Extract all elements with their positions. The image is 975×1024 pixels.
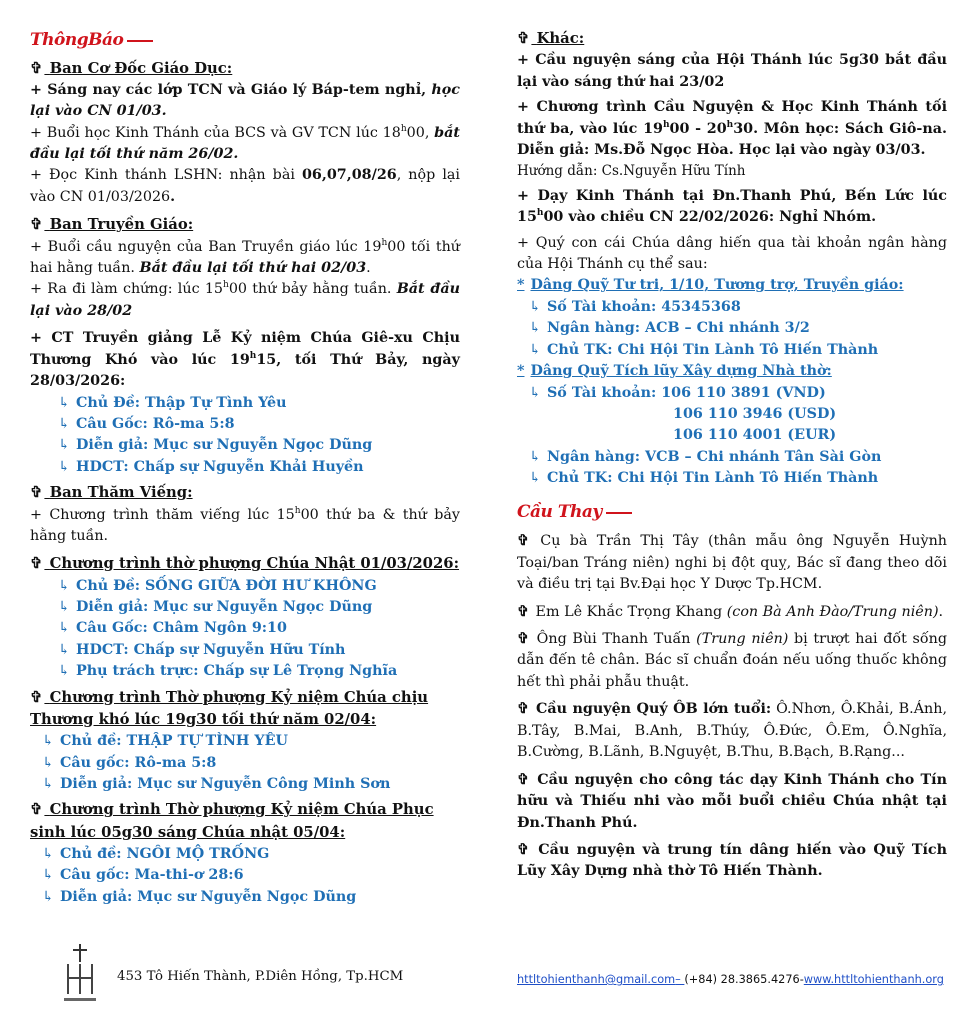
list-item: 106 110 4001 (EUR) — [673, 427, 837, 444]
cross-icon: ✞ — [30, 484, 43, 502]
arrow-icon: ↳ — [42, 733, 54, 750]
cross-icon: ✞ — [30, 801, 43, 819]
arrow-icon: ↳ — [58, 663, 70, 680]
fund1-title: * Dâng Quỹ Tư tri, 1/10, Tương trợ, Truyền giáo: — [517, 277, 904, 294]
arrow-icon: ↳ — [42, 867, 54, 884]
arrow-icon: ↳ — [42, 845, 54, 862]
list-item: ↳ Ngân hàng: VCB – Chi nhánh Tân Sài Gòn — [529, 448, 882, 465]
arrow-icon: ↳ — [58, 394, 70, 411]
list-item: ↳ Câu Gốc: Châm Ngôn 9:10 — [58, 620, 287, 637]
email-link[interactable]: httltohienthanh@gmail.com — [517, 973, 676, 986]
prayer-item: ✞ Ông Bùi Thanh Tuấn (Trung niên) bị trượt hai đốt sống dẫn đến tê chân. Bác sĩ chuẩn đoán nếu uống thuốc không hết thì phải phẫu thuật. — [517, 631, 947, 690]
list-item: ↳ Diễn giả: Mục sư Nguyễn Ngọc Dũng — [58, 437, 373, 454]
church-logo-icon — [60, 942, 100, 1012]
brand-underline — [606, 512, 632, 514]
list-item: ↳ Số Tài khoản: 45345368 — [529, 298, 741, 315]
left-column: ThôngBáo ✞ Ban Cơ Đốc Giáo Dục: + Sáng nay các lớp TCN và Giáo lý Báp-tem nghỉ, học lại vào CN 01/03. + Buổi học Kinh Thánh của BCS và GV TCN lúc 18$^h$00, bắt đầu lại tối thứ năm 26/02. + Đọc Kinh thánh LSHN: nhận bài 06,07,08/26, nộp lại vào CN 01/03/2026. ✞ Ban Truyền Giáo: + Buổi cầu nguyện của Ban Truyền giáo lúc 19$^h$00 tối thứ hai hằng tuần. Bắt đầu lại tối thứ hai 02/03. + Ra đi làm chứng: lúc 15$^h$00 thứ bảy hằng tuần. Bắt đầu lại vào 28/02 + CT Truyền giảng Lễ Kỷ niệm Chúa Giê-xu Chịu Thương Khó vào lúc 19$^h$15, tối Thứ Bảy, ngày 28/03/2026: ↳ Chủ Đề: Thập Tự Tình Yêu ↳ Câu Gốc: Rô-ma 5:8 ↳ Diễn giả: Mục sư Nguyễn Ngọc Dũng ↳ HDCT: Chấp sự Nguyễn Khải Huyền ✞ Ban Thăm Viếng: + Chương trình thăm viếng lúc 15$^h$00 thứ ba & thứ bảy hằng tuần. ✞ Chương trình thờ phượng Chúa Nhật 01/03/2026: ↳ Chủ Đề: SỐNG GIỮA ĐỜI HƯ KHÔNG ↳ Diễn giả: Mục sư Nguyễn Ngọc Dũng ↳ Câu Gốc: Châm Ngôn 9:10 ↳ HDCT: Chấp sự Nguyễn Hữu Tính ↳ Phụ trách trực: Chấp sự Lê Trọng Nghĩa ✞ Chương trình Thờ phượng Kỷ niệm Chúa chịu Thương khó lúc 19g30 tối thứ năm 02/04: ↳ Chủ đề: THẬP TỰ TÌNH YÊU ↳ Câu gốc: Rô-ma 5:8 ↳ Diễn giả: Mục sư Nguyễn Công Minh Sơn ✞ Chương trình Thờ phượng Kỷ niệm Chúa Phục sinh lúc 05g30 sáng Chúa nhật 05/04: ↳ Chủ đề: NGÔI MỘ TRỐNG ↳ Câu gốc: Ma-thi-ơ 28:6 ↳ Diễn giả: Mục sư Nguyễn Ngọc Dũng — [30, 0, 460, 908]
section-easter-worship-title: ✞ Chương trình Thờ phượng Kỷ niệm Chúa Phục sinh lúc 05g30 sáng Chúa nhật 05/04: — [30, 801, 434, 841]
brand-underline — [127, 40, 153, 42]
arrow-icon: ↳ — [58, 416, 70, 432]
section-evangelism-title: ✞ Ban Truyền Giáo: — [30, 214, 460, 236]
prayer-brand: Cầu Thay — [517, 501, 602, 522]
arrow-icon: ↳ — [58, 599, 70, 615]
prayer-item: ✞ Em Lê Khắc Trọng Khang (con Bà Anh Đào/Trung niên). — [517, 602, 947, 623]
easter-worship-list — [30, 844, 460, 908]
website-link[interactable]: www.httltohienthanh.org — [803, 973, 944, 986]
section-visitation-title: ✞ Ban Thăm Viếng: — [30, 482, 460, 504]
church-logo — [55, 940, 105, 1014]
list-item: ↳ Diễn giả: Mục sư Nguyễn Công Minh Sơn — [42, 776, 391, 792]
arrow-icon: ↳ — [529, 448, 541, 465]
section-christian-education-title: ✞ Ban Cơ Đốc Giáo Dục: — [30, 58, 460, 80]
list-item: ↳ Ngân hàng: ACB – Chi nhánh 3/2 — [529, 320, 810, 337]
donation-note: + Quý con cái Chúa dâng hiến qua tài khoản ngân hàng của Hội Thánh cụ thể sau: — [517, 234, 947, 272]
list-item: ↳ Câu Gốc: Rô-ma 5:8 — [58, 416, 235, 432]
section-sunday-worship-title: ✞ Chương trình thờ phượng Chúa Nhật 01/03/2026: — [30, 553, 460, 575]
email-separator: – — [675, 973, 685, 986]
cross-icon: ✞ — [517, 701, 529, 718]
list-item: ↳ Chủ đề: THẬP TỰ TÌNH YÊU — [42, 733, 288, 750]
arrow-icon: ↳ — [42, 754, 54, 771]
cross-icon: ✞ — [30, 688, 43, 706]
list-item: ↳ Chủ TK: Chi Hội Tin Lành Tô Hiến Thành — [529, 341, 879, 358]
footer-contact — [517, 972, 944, 989]
fund2-list — [517, 383, 947, 490]
notices-heading — [30, 28, 460, 54]
arrow-icon: ↳ — [529, 341, 541, 358]
list-item: ↳ Chủ TK: Chi Hội Tin Lành Tô Hiến Thành — [529, 470, 879, 487]
section-passion-worship-title: ✞ Chương trình Thờ phượng Kỷ niệm Chúa chịu Thương khó lúc 19g30 tối thứ năm 02/04: — [30, 688, 429, 728]
prayer-item: ✞ Cụ bà Trần Thị Tây (thân mẫu ông Nguyễn Huỳnh Toại/ban Tráng niên) nghi bị đột quỵ, Bác sĩ đang theo dõi và điều trị tại Bv.Đại học Y Dược Tp.HCM. — [517, 533, 947, 593]
arrow-icon: ↳ — [58, 641, 70, 658]
list-item: 106 110 3946 (USD) — [673, 406, 837, 422]
morning-prayer-note: + Cầu nguyện sáng của Hội Thánh lúc 5g30 bắt đầu lại vào sáng thứ hai 23/02 — [517, 52, 947, 90]
arrow-icon: ↳ — [58, 437, 70, 454]
arrow-icon: ↳ — [42, 776, 54, 792]
list-item: ↳ Câu gốc: Ma-thi-ơ 28:6 — [42, 867, 244, 884]
notices-brand: ThôngBáo — [30, 30, 124, 50]
arrow-icon: ↳ — [529, 470, 541, 487]
prayer-item: ✞ Cầu nguyện cho công tác dạy Kinh Thánh cho Tín hữu và Thiếu nhi vào mỗi buổi chiều Chúa nhật tại Đn.Thanh Phú. — [517, 771, 947, 831]
prayer-item: ✞ Cầu nguyện Quý ÔB lớn tuổi: Ô.Nhơn, Ô.Khải, B.Ánh, B.Tây, B.Mai, B.Anh, B.Thúy, Ô.Đức, Ô.Em, Ô.Nghĩa, B.Cường, B.Lãnh, B.Nguyệt, B.Thu, B.Bạch, B.Rạng... — [517, 701, 947, 761]
list-item: ↳ Diễn giả: Mục sư Nguyễn Ngọc Dũng — [42, 888, 357, 905]
arrow-icon: ↳ — [42, 888, 54, 905]
bible-study-guide: Hướng dẫn: Cs.Nguyễn Hữu Tính — [517, 163, 746, 180]
prayer-item: ✞ Cầu nguyện và trung tín dâng hiến vào Quỹ Tích Lũy Xây Dựng nhà thờ Tô Hiến Thành. — [517, 841, 947, 880]
list-item: ↳ Phụ trách trực: Chấp sự Lê Trọng Nghĩa — [58, 663, 398, 680]
bible-study-note: + Chương trình Cầu Nguyện & Học Kinh Thánh tối thứ ba, vào lúc 19$^h$00 - 20$^h$30. Môn học: Sách Giô-na. Diễn giả: Ms.Đỗ Ngọc Hòa. Học lại vào ngày 03/03. — [517, 99, 948, 158]
cross-icon: ✞ — [517, 771, 529, 788]
arrow-icon: ↳ — [58, 577, 70, 594]
list-item: ↳ Chủ Đề: SỐNG GIỮA ĐỜI HƯ KHÔNG — [58, 577, 377, 594]
footer-address: 453 Tô Hiến Thành, P.Diên Hồng, Tp.HCM — [117, 969, 404, 984]
sunday-worship-list — [30, 576, 460, 683]
fund1-list — [517, 297, 947, 361]
cross-icon: ✞ — [517, 841, 529, 858]
arrow-icon: ↳ — [529, 384, 541, 401]
list-item: ↳ HDCT: Chấp sự Nguyễn Khải Huyền — [58, 458, 364, 475]
phone-number: (+84) 28.3865.4276 — [684, 973, 800, 986]
list-item: ↳ Chủ Đề: Thập Tự Tình Yêu — [58, 394, 287, 411]
list-item: ↳ Câu gốc: Rô-ma 5:8 — [42, 754, 217, 771]
cross-icon: ✞ — [517, 30, 530, 47]
right-column — [517, 0, 947, 883]
arrow-icon: ↳ — [58, 620, 70, 637]
evangelism-event-list — [30, 393, 460, 479]
cross-icon: ✞ — [517, 533, 529, 550]
cross-icon: ✞ — [30, 216, 43, 234]
list-item: ↳ Chủ đề: NGÔI MỘ TRỐNG — [42, 845, 270, 862]
cross-icon: ✞ — [30, 555, 43, 573]
arrow-icon: ↳ — [58, 458, 70, 475]
fund2-title: * Dâng Quỹ Tích lũy Xây dựng Nhà thờ: — [517, 363, 832, 380]
arrow-icon: ↳ — [529, 298, 541, 315]
evangelism-event: + CT Truyền giảng Lễ Kỷ niệm Chúa Giê-xu Chịu Thương Khó vào lúc 19$^h$15, tối Thứ Bảy, ngày 28/03/2026: — [30, 330, 460, 390]
list-item: ↳ Diễn giả: Mục sư Nguyễn Ngọc Dũng — [58, 599, 373, 615]
passion-worship-list — [30, 731, 460, 795]
list-item: ↳ Số Tài khoản: 106 110 3891 (VND) — [529, 384, 826, 401]
cross-icon: ✞ — [517, 603, 529, 620]
cross-icon: ✞ — [517, 631, 529, 647]
arrow-icon: ↳ — [529, 320, 541, 337]
list-item: ↳ HDCT: Chấp sự Nguyễn Hữu Tính — [58, 641, 346, 658]
thanh-phu-note: + Dạy Kinh Thánh tại Đn.Thanh Phú, Bến Lức lúc 15$^h$00 vào chiều CN 22/02/2026: Nghỉ Nhóm. — [517, 187, 947, 226]
phone-separator: - — [799, 973, 804, 986]
section-other-title: ✞ Khác: — [517, 28, 947, 50]
prayer-heading — [517, 500, 947, 526]
cross-icon: ✞ — [30, 59, 43, 77]
